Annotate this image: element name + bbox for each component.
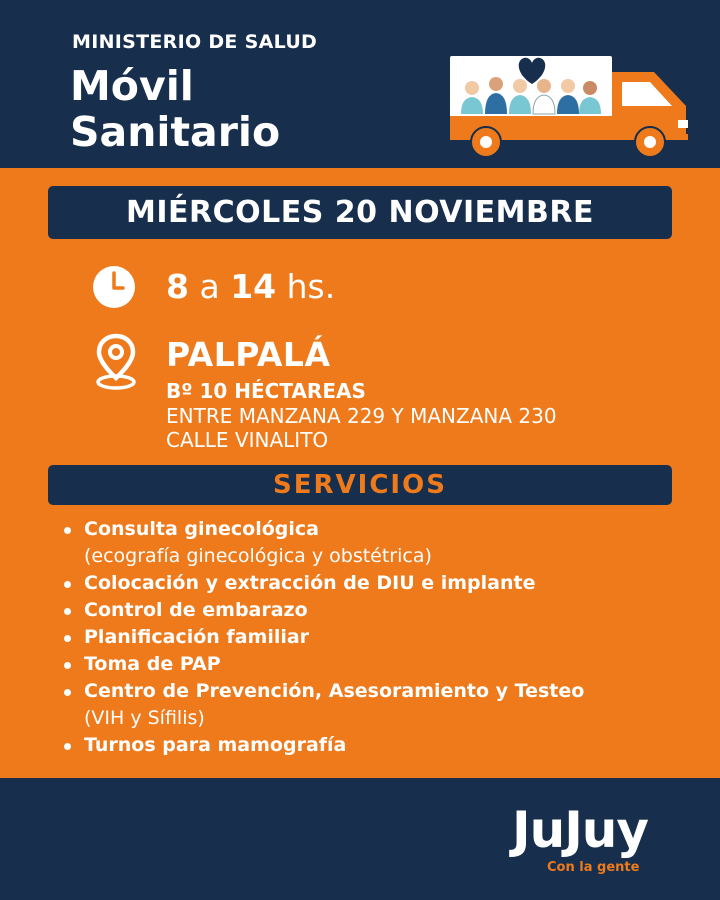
bullet-icon [64, 662, 71, 669]
list-item [64, 597, 704, 624]
address-between: ENTRE MANZANA 229 Y MANZANA 230 [166, 404, 557, 428]
hour-connector: a [199, 267, 220, 306]
bullet-icon [64, 689, 71, 696]
brand-logo: JuJuy [512, 801, 648, 859]
map-pin-icon [93, 332, 139, 392]
service-label: Consulta ginecológica [84, 518, 319, 540]
list-item [64, 516, 704, 570]
services-banner [48, 465, 672, 505]
service-label: Toma de PAP [84, 653, 221, 675]
hour-start: 8 [166, 267, 189, 306]
services-heading: SERVICIOS [273, 470, 447, 500]
address-street: CALLE VINALITO [166, 428, 329, 452]
service-detail: (ecografía ginecológica y obstétrica) [84, 545, 432, 567]
service-label: Control de embarazo [84, 599, 308, 621]
title-line-2: Sanitario [70, 108, 281, 156]
neighborhood: Bº 10 HÉCTAREAS [166, 379, 366, 403]
hour-unit: hs. [286, 267, 336, 306]
service-label: Turnos para mamografía [84, 734, 347, 756]
city-name: PALPALÁ [166, 335, 331, 374]
list-item [64, 678, 704, 732]
bullet-icon [64, 581, 71, 588]
truck-illustration [446, 54, 692, 160]
service-label: Planificación familiar [84, 626, 310, 648]
bullet-icon [64, 608, 71, 615]
bullet-icon [64, 635, 71, 642]
title-line-1: Móvil [70, 62, 194, 110]
list-item [64, 732, 704, 759]
ministry-label: MINISTERIO DE SALUD [72, 31, 318, 53]
bullet-icon [64, 527, 71, 534]
list-item [64, 651, 704, 678]
brand-tagline: Con la gente [547, 860, 640, 875]
clock-icon [92, 265, 136, 309]
services-list [64, 516, 704, 759]
service-label: Colocación y extracción de DIU e implante [84, 572, 536, 594]
date-banner [48, 186, 672, 239]
list-item [64, 570, 704, 597]
event-date: MIÉRCOLES 20 NOVIEMBRE [126, 195, 594, 230]
schedule-hours [166, 267, 335, 307]
hour-end: 14 [230, 267, 277, 306]
service-detail: (VIH y Sífilis) [84, 707, 205, 729]
bullet-icon [64, 743, 71, 750]
list-item [64, 624, 704, 651]
service-label: Centro de Prevención, Asesoramiento y Testeo [84, 680, 585, 702]
